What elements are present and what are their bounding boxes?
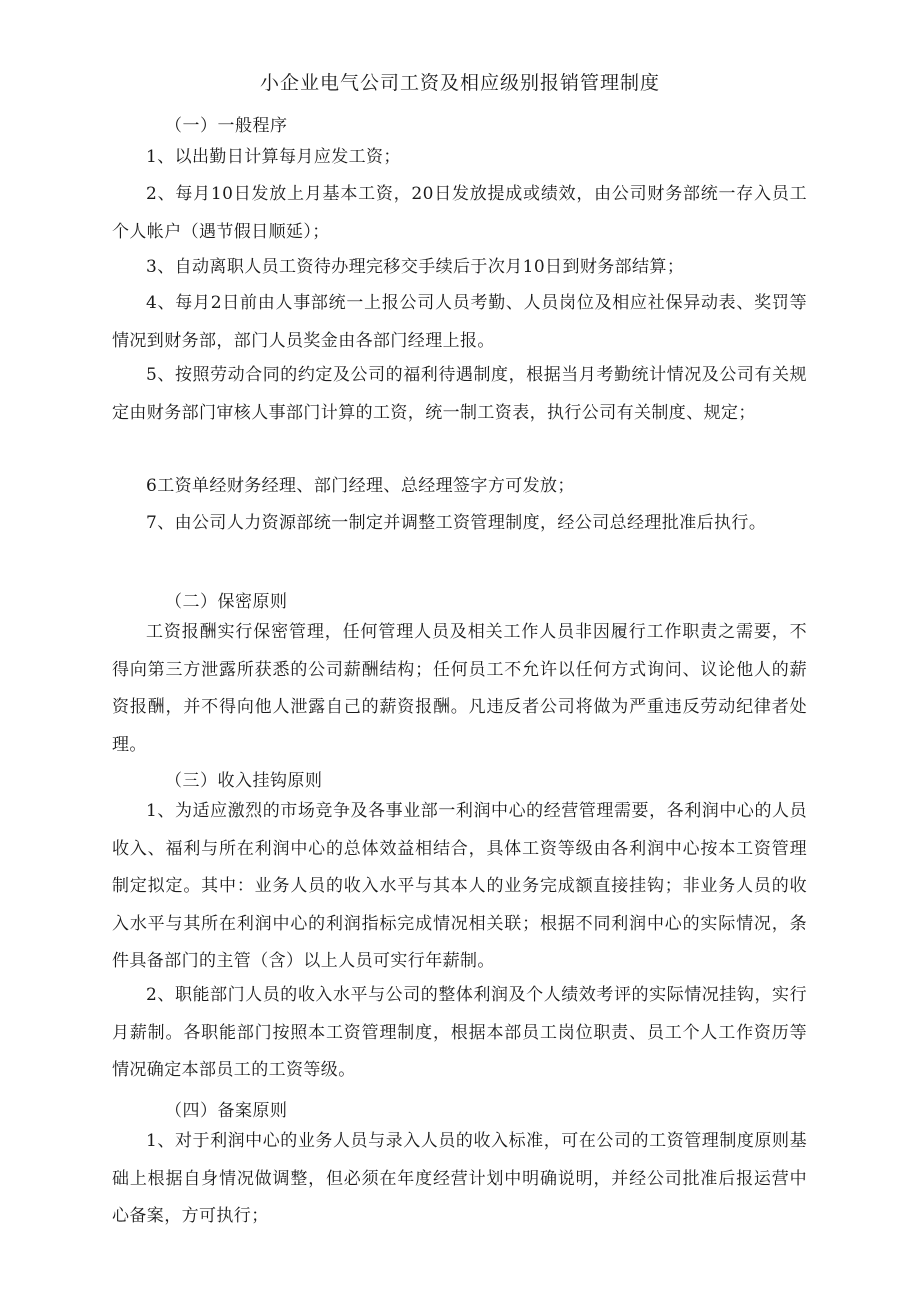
section-heading-confidentiality: （二）保密原则	[165, 592, 288, 612]
section-heading-income-linkage: （三）收入挂钩原则	[165, 771, 323, 791]
paragraph: 2、职能部门人员的收入水平与公司的整体利润及个人绩效考评的实际情况挂钩，实行月薪制。各职能部门按照本工资管理制度，根据本部员工岗位职责、员工个人工作资历等情况确定本部员工的工资等级。	[112, 985, 807, 1080]
paragraph: 3、自动离职人员工资待办理完移交手续后于次月10日到财务部结算；	[146, 257, 685, 277]
document-title: 小企业电气公司工资及相应级别报销管理制度	[259, 72, 660, 94]
paragraph: 1、对于利润中心的业务人员与录入人员的收入标准，可在公司的工资管理制度原则基础上根据自身情况做调整，但必须在年度经营计划中明确说明，并经公司批准后报运营中心备案，方可执行；	[112, 1131, 807, 1226]
paragraph: 5、按照劳动合同的约定及公司的福利待遇制度，根据当月考勤统计情况及公司有关规定由财务部门审核人事部门计算的工资，统一制工资表，执行公司有关制度、规定；	[112, 365, 807, 423]
paragraph: 2、每月10日发放上月基本工资，20日发放提成或绩效，由公司财务部统一存入员工个人帐户（遇节假日顺延）；	[112, 184, 807, 242]
paragraph: 4、每月2日前由人事部统一上报公司人员考勤、人员岗位及相应社保异动表、奖罚等情况到财务部，部门人员奖金由各部门经理上报。	[112, 293, 807, 351]
section-heading-general-procedure: （一）一般程序	[165, 116, 288, 136]
paragraph: 工资报酬实行保密管理，任何管理人员及相关工作人员非因履行工作职责之需要，不得向第三方泄露所获悉的公司薪酬结构；任何员工不允许以任何方式询问、议论他人的薪资报酬，并不得向他人泄露自己的薪资报酬。凡违反者公司将做为严重违反劳动纪律者处理。	[112, 622, 807, 755]
paragraph: 1、以出勤日计算每月应发工资；	[146, 147, 401, 167]
paragraph: 7、由公司人力资源部统一制定并调整工资管理制度，经公司总经理批准后执行。	[146, 513, 767, 533]
paragraph: 1、为适应激烈的市场竞争及各事业部一利润中心的经营管理需要，各利润中心的人员收入、福利与所在利润中心的总体效益相结合，具体工资等级由各利润中心按本工资管理制定拟定。其中：业务人员的收入水平与其本人的业务完成额直接挂钩；非业务人员的收入水平与其所在利润中心的利润指标完成情况相关联；根据不同利润中心的实际情况，条件具备部门的主管（含）以上人员可实行年薪制。	[112, 801, 807, 971]
paragraph: 6工资单经财务经理、部门经理、总经理签字方可发放；	[146, 476, 575, 496]
section-heading-filing: （四）备案原则	[165, 1101, 288, 1121]
